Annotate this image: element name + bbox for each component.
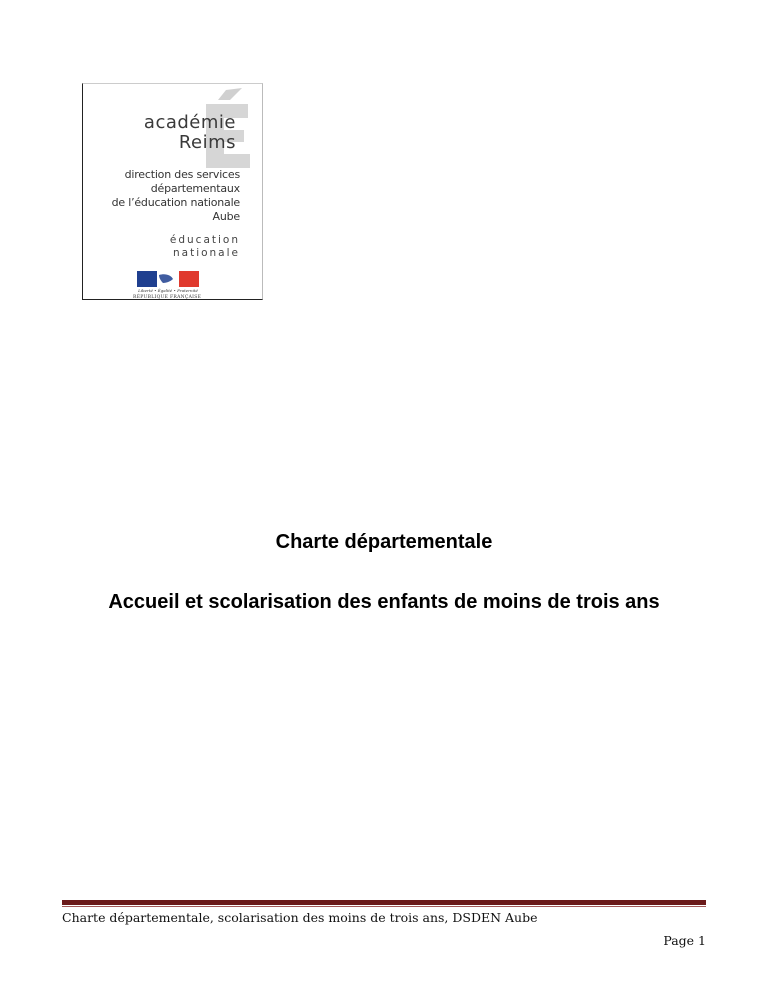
document-title: Charte départementale <box>275 531 493 553</box>
logo-direction-line: départementaux <box>150 182 240 195</box>
logo-reims-text: Reims <box>178 132 236 153</box>
logo-direction-line: de l’éducation nationale <box>111 196 240 209</box>
logo-direction-line: direction des services <box>124 168 240 181</box>
academie-logo <box>82 83 263 300</box>
motto-text: Liberté • Égalité • Fraternité <box>138 288 198 293</box>
logo-ministry-line: éducation <box>169 234 240 246</box>
republique-francaise-text: RÉPUBLIQUE FRANÇAISE <box>133 295 202 300</box>
footer-text: Charte départementale, scolarisation des moins de trois ans, DSDEN Aube <box>62 910 538 925</box>
marianne-flag-icon <box>137 271 199 293</box>
document-subtitle: Accueil et scolarisation des enfants de moins de trois ans <box>108 591 660 613</box>
logo-direction-text <box>112 168 240 224</box>
logo-ministry-text <box>170 234 240 259</box>
footer-rule-thin <box>62 906 706 907</box>
footer-rule <box>62 900 706 905</box>
logo-academie-text: académie <box>143 112 236 133</box>
logo-direction-line: Aube <box>212 210 240 223</box>
logo-ministry-line: nationale <box>172 246 240 259</box>
footer-page-number: Page 1 <box>663 933 706 948</box>
